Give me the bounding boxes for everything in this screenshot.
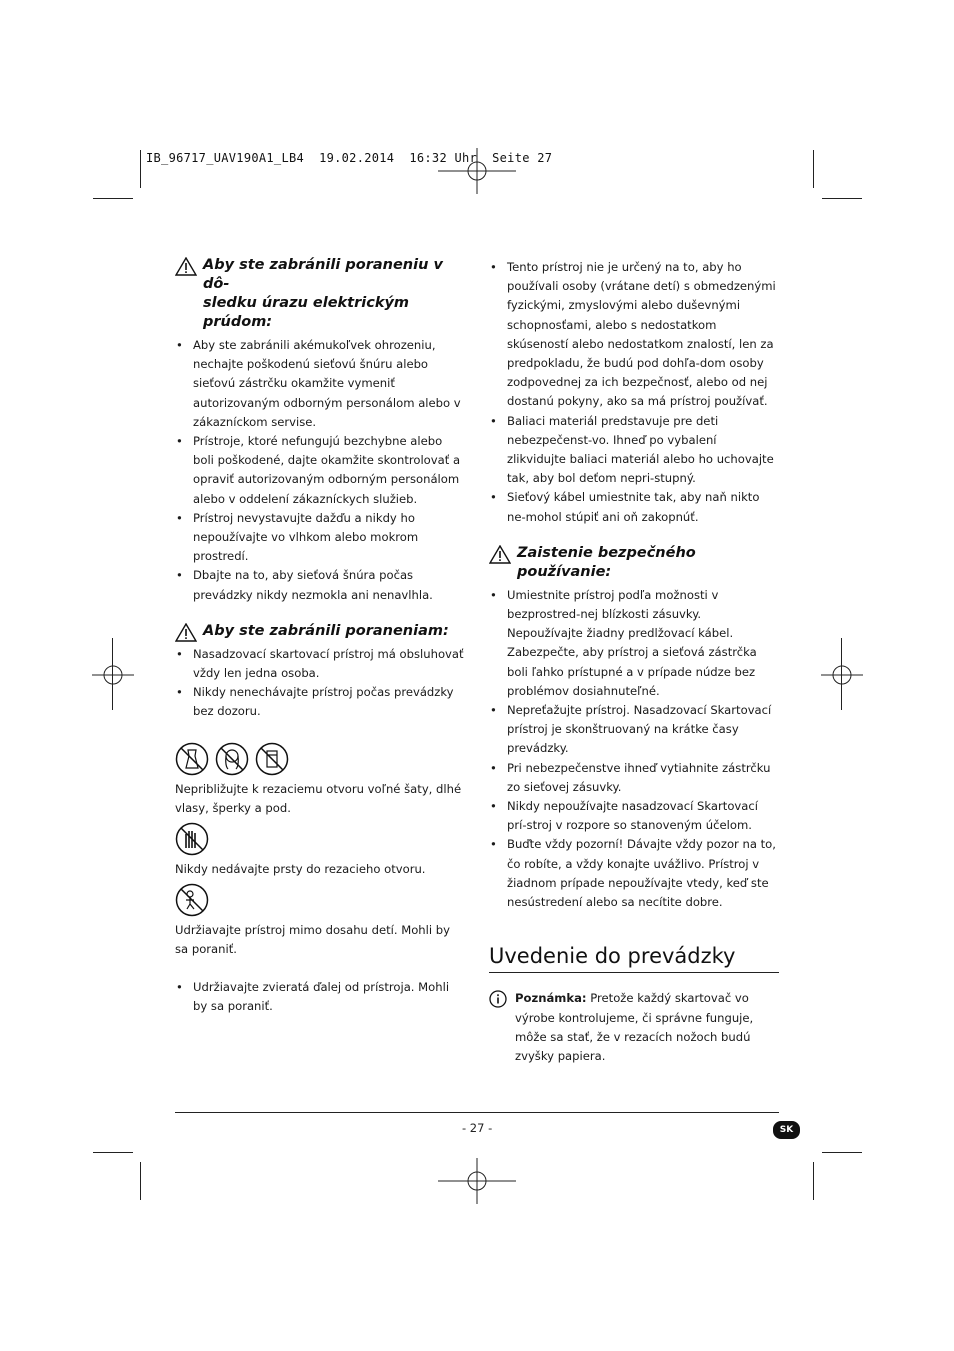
language-badge: SK [773, 1121, 800, 1139]
warning-heading-safe-use [489, 544, 779, 582]
prohibition-symbols-row [175, 742, 465, 776]
registration-mark-right-icon [821, 660, 863, 690]
prohibition-symbol-fingers [175, 822, 465, 856]
list-item: • Nepreťažujte prístroj. Nasadzovací Skartovací prístroj je skonštruovaný na krátke časy prevádzky. [489, 701, 779, 759]
registration-mark-bottom-icon [438, 1158, 516, 1204]
warning-triangle-icon [175, 623, 197, 642]
heading-text: Zaistenie bezpečného používanie: [517, 544, 696, 580]
bullet-list-electric [175, 336, 465, 605]
heading-text: Aby ste zabránili poraneniam: [203, 622, 449, 639]
warning-heading-electric [175, 256, 465, 332]
warning-triangle-icon [175, 257, 197, 276]
symbol-caption-fingers: Nikdy nedávajte prsty do rezacieho otvoru. [175, 862, 426, 877]
footer-rule [175, 1112, 779, 1113]
bullet-list-animals [175, 978, 465, 1016]
list-item: • Udržiavajte zvieratá ďalej od prístroja. Mohli by sa poraniť. [175, 978, 465, 1016]
prohibition-symbol-children [175, 883, 465, 917]
heading-text: Aby ste zabránili poraneniu v dô- sledku úrazu elektrickým prúdom: [203, 257, 443, 330]
print-slug: IB_96717_UAV190A1_LB4 19.02.2014 16:32 Uhr Seite 27 [146, 151, 553, 165]
no-long-hair-icon [215, 742, 249, 776]
right-column [489, 258, 779, 1066]
chapter-title: Uvedenie do prevádzky [489, 944, 779, 973]
note-text: Pretože každý skartovač vo výrobe kontrolujeme, či správne funguje, môže sa stať, že v rezacích nožoch budú zvyšky papiera. [515, 991, 754, 1063]
bullet-list-safe-use [489, 586, 779, 912]
list-item: • Nasadzovací skartovací prístroj má obsluhovať vždy len jedna osoba. [175, 645, 465, 683]
list-item: • Sieťový kábel umiestnite tak, aby naň nikto ne-mohol stúpiť ani oň zakopnúť. [489, 488, 779, 526]
note-label: Poznámka: [515, 991, 587, 1006]
no-fingers-icon [175, 822, 209, 856]
registration-mark-left-icon [92, 660, 134, 690]
list-item: • Buďte vždy pozorní! Dávajte vždy pozor na to, čo robíte, a vždy konajte uvážlivo. Prístroj v žiadnom prípade nepoužívajte vtedy, keď ste nesústredení alebo sa necítite dobre. [489, 835, 779, 912]
warning-heading-injury [175, 622, 465, 641]
bullet-list-general [489, 258, 779, 527]
list-item: • Aby ste zabránili akémukoľvek ohrozeniu, nechajte poškodenú sieťovú šnúru alebo sieťovú zástrčku okamžite vymeniť autorizovaným odborným personálom alebo v zákazníckom servise. [175, 336, 465, 432]
list-item: • Umiestnite prístroj podľa možnosti v bezprostred-nej blízkosti zásuvky. Nepoužívajte žiadny predlžovací kábel. Zabezpečte, aby prístroj a sieťová zástrčka boli ľahko prístupné a v prípade núdze bez problémov dosiahnuteľné. [489, 586, 779, 701]
no-children-icon [175, 883, 209, 917]
info-icon [489, 990, 507, 1008]
no-jewelry-icon [255, 742, 289, 776]
list-item: • Dbajte na to, aby sieťová šnúra počas prevádzky nikdy nezmokla ani nenavlhla. [175, 566, 465, 604]
page-number: - 27 - [462, 1121, 493, 1135]
list-item: • Nikdy nepoužívajte nasadzovací Skartovací prí-stroj v rozpore so stanoveným účelom. [489, 797, 779, 835]
list-item: • Prístroj nevystavujte dažďu a nikdy ho nepoužívajte vo vlhkom alebo mokrom prostredí. [175, 509, 465, 567]
registration-mark-top-icon [438, 148, 516, 194]
list-item: • Tento prístroj nie je určený na to, aby ho používali osoby (vrátane detí) s obmedzenými fyzickými, zmyslovými alebo duševnými schopnosťami, alebo s nedostatkom skúseností alebo nedostatkom znalostí, len za predpokladu, že budú pod dohľa-dom osoby zodpovednej za ich bezpečnosť, alebo od nej dostanú pokyny, ako sa má prístroj používať. [489, 258, 779, 412]
warning-triangle-icon [489, 545, 511, 564]
list-item: • Nikdy nenechávajte prístroj počas prevádzky bez dozoru. [175, 683, 465, 721]
left-column [175, 256, 465, 1016]
bullet-list-injury [175, 645, 465, 722]
symbol-caption-children: Udržiavajte prístroj mimo dosahu detí. Mohli by sa poraniť. [175, 923, 451, 957]
list-item: • Prístroje, ktoré nefungujú bezchybne alebo boli poškodené, dajte okamžite skontrolovať a opraviť autorizovaným odborným personálom alebo v oddelení zákazníckych služieb. [175, 432, 465, 509]
note-block [489, 989, 779, 1066]
list-item: • Baliaci materiál predstavuje pre deti nebezpečenst-vo. Ihneď po vybalení zlikvidujte baliaci materiál alebo ho uchovajte tak, aby bol deťom nepri-stupný. [489, 412, 779, 489]
no-loose-clothing-icon [175, 742, 209, 776]
list-item: • Pri nebezpečenstve ihneď vytiahnite zástrčku zo sieťovej zásuvky. [489, 759, 779, 797]
symbol-caption-clothing: Nepribližujte k rezaciemu otvoru voľné šaty, dlhé vlasy, šperky a pod. [175, 781, 462, 815]
